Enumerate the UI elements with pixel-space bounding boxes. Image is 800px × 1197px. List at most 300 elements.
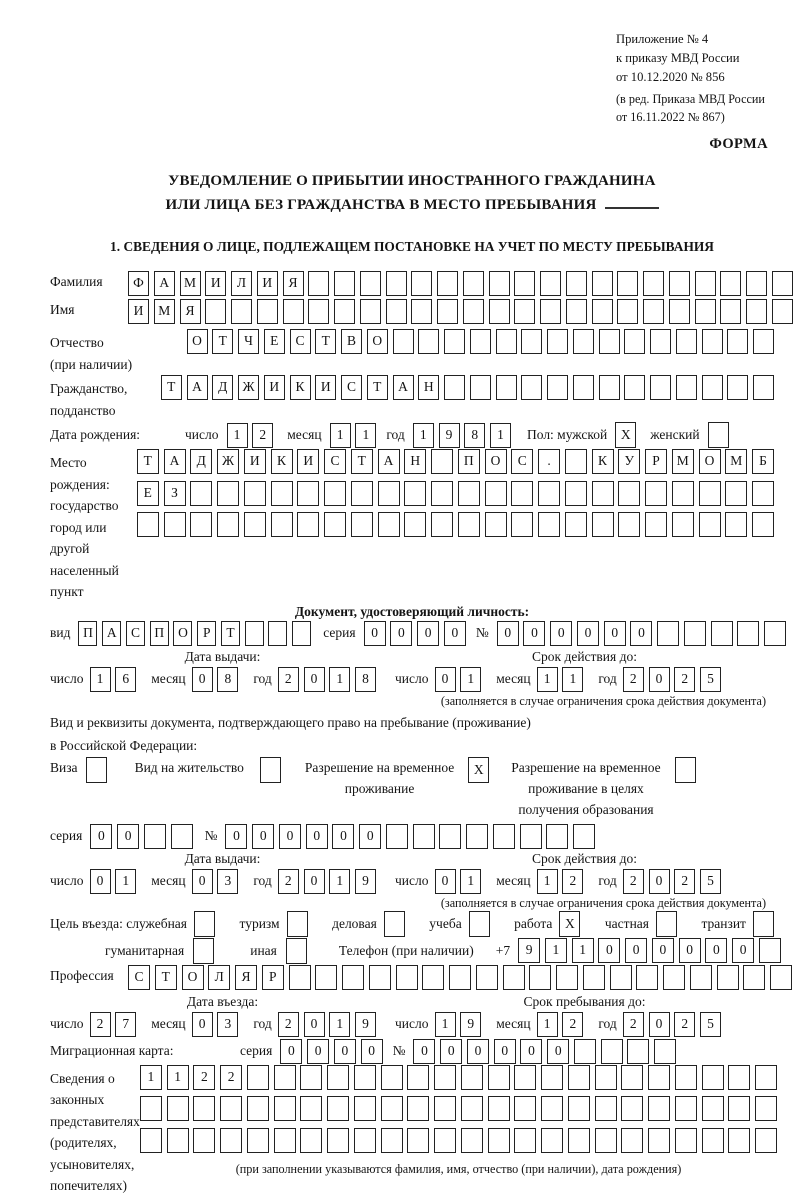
- char-cell[interactable]: [725, 481, 747, 506]
- residence-checkbox[interactable]: [260, 757, 281, 783]
- char-cell[interactable]: З: [164, 481, 186, 506]
- char-cell[interactable]: 0: [435, 667, 456, 692]
- char-cell[interactable]: [717, 965, 739, 990]
- char-cell[interactable]: Т: [221, 621, 240, 646]
- char-cell[interactable]: [137, 512, 159, 537]
- char-cell[interactable]: 1: [167, 1065, 189, 1090]
- char-cell[interactable]: С: [126, 621, 145, 646]
- char-cell[interactable]: [381, 1096, 403, 1121]
- char-cell[interactable]: 8: [355, 667, 376, 692]
- char-cell[interactable]: О: [367, 329, 388, 354]
- char-cell[interactable]: [583, 965, 605, 990]
- char-cell[interactable]: [725, 512, 747, 537]
- char-cell[interactable]: 0: [577, 621, 599, 646]
- char-cell[interactable]: И: [264, 375, 285, 400]
- purpose-official-checkbox[interactable]: [194, 911, 215, 937]
- char-cell[interactable]: [648, 1096, 670, 1121]
- char-cell[interactable]: [488, 1096, 510, 1121]
- char-cell[interactable]: [643, 271, 664, 296]
- char-cell[interactable]: [627, 1039, 649, 1064]
- char-cell[interactable]: [274, 1096, 296, 1121]
- char-cell[interactable]: [411, 299, 432, 324]
- char-cell[interactable]: С: [341, 375, 362, 400]
- char-cell[interactable]: 2: [623, 1012, 644, 1037]
- char-cell[interactable]: Е: [137, 481, 159, 506]
- char-cell[interactable]: 0: [304, 869, 325, 894]
- char-cell[interactable]: [434, 1096, 456, 1121]
- char-cell[interactable]: 1: [562, 667, 583, 692]
- char-cell[interactable]: [411, 271, 432, 296]
- char-cell[interactable]: [675, 1065, 697, 1090]
- char-cell[interactable]: И: [257, 271, 278, 296]
- char-cell[interactable]: [354, 1128, 376, 1153]
- char-cell[interactable]: Я: [235, 965, 257, 990]
- char-cell[interactable]: [695, 271, 716, 296]
- char-cell[interactable]: [496, 329, 517, 354]
- char-cell[interactable]: 0: [604, 621, 626, 646]
- char-cell[interactable]: 1: [537, 1012, 558, 1037]
- char-cell[interactable]: [493, 824, 515, 849]
- char-cell[interactable]: М: [672, 449, 694, 474]
- char-cell[interactable]: [684, 621, 706, 646]
- char-cell[interactable]: .: [538, 449, 560, 474]
- char-cell[interactable]: Т: [315, 329, 336, 354]
- char-cell[interactable]: [618, 512, 640, 537]
- char-cell[interactable]: О: [485, 449, 507, 474]
- char-cell[interactable]: [327, 1065, 349, 1090]
- char-cell[interactable]: [538, 512, 560, 537]
- char-cell[interactable]: [541, 1128, 563, 1153]
- char-cell[interactable]: [407, 1065, 429, 1090]
- char-cell[interactable]: [699, 512, 721, 537]
- char-cell[interactable]: [737, 621, 759, 646]
- char-cell[interactable]: [650, 329, 671, 354]
- char-cell[interactable]: 1: [490, 423, 511, 448]
- char-cell[interactable]: 0: [117, 824, 139, 849]
- char-cell[interactable]: [772, 299, 793, 324]
- char-cell[interactable]: [205, 299, 226, 324]
- char-cell[interactable]: 9: [355, 1012, 376, 1037]
- char-cell[interactable]: [663, 965, 685, 990]
- char-cell[interactable]: [171, 824, 193, 849]
- char-cell[interactable]: [753, 329, 774, 354]
- char-cell[interactable]: [621, 1128, 643, 1153]
- char-cell[interactable]: [728, 1096, 750, 1121]
- char-cell[interactable]: [601, 1039, 623, 1064]
- char-cell[interactable]: [648, 1065, 670, 1090]
- char-cell[interactable]: [565, 512, 587, 537]
- purpose-study-checkbox[interactable]: [469, 911, 490, 937]
- char-cell[interactable]: [676, 375, 697, 400]
- char-cell[interactable]: [645, 481, 667, 506]
- char-cell[interactable]: [476, 965, 498, 990]
- char-cell[interactable]: [257, 299, 278, 324]
- char-cell[interactable]: [144, 824, 166, 849]
- char-cell[interactable]: 2: [278, 667, 299, 692]
- char-cell[interactable]: П: [78, 621, 97, 646]
- char-cell[interactable]: У: [618, 449, 640, 474]
- purpose-private-checkbox[interactable]: [656, 911, 677, 937]
- char-cell[interactable]: [728, 1065, 750, 1090]
- char-cell[interactable]: [617, 271, 638, 296]
- char-cell[interactable]: [690, 965, 712, 990]
- char-cell[interactable]: 0: [444, 621, 466, 646]
- char-cell[interactable]: [247, 1128, 269, 1153]
- char-cell[interactable]: [466, 824, 488, 849]
- char-cell[interactable]: 0: [192, 1012, 213, 1037]
- char-cell[interactable]: [521, 329, 542, 354]
- char-cell[interactable]: [407, 1128, 429, 1153]
- char-cell[interactable]: Д: [212, 375, 233, 400]
- char-cell[interactable]: 2: [623, 667, 644, 692]
- char-cell[interactable]: [541, 1096, 563, 1121]
- char-cell[interactable]: [217, 512, 239, 537]
- char-cell[interactable]: М: [154, 299, 175, 324]
- char-cell[interactable]: О: [187, 329, 208, 354]
- char-cell[interactable]: [470, 375, 491, 400]
- char-cell[interactable]: 3: [217, 1012, 238, 1037]
- char-cell[interactable]: 7: [115, 1012, 136, 1037]
- char-cell[interactable]: [675, 1128, 697, 1153]
- char-cell[interactable]: [657, 621, 679, 646]
- char-cell[interactable]: [727, 375, 748, 400]
- char-cell[interactable]: [327, 1128, 349, 1153]
- char-cell[interactable]: [461, 1065, 483, 1090]
- char-cell[interactable]: И: [297, 449, 319, 474]
- char-cell[interactable]: [565, 449, 587, 474]
- char-cell[interactable]: [521, 375, 542, 400]
- char-cell[interactable]: 0: [497, 621, 519, 646]
- char-cell[interactable]: [743, 965, 765, 990]
- char-cell[interactable]: Н: [418, 375, 439, 400]
- char-cell[interactable]: [434, 1065, 456, 1090]
- char-cell[interactable]: Р: [197, 621, 216, 646]
- char-cell[interactable]: [458, 481, 480, 506]
- char-cell[interactable]: Д: [190, 449, 212, 474]
- char-cell[interactable]: 0: [280, 1039, 302, 1064]
- char-cell[interactable]: 1: [115, 869, 136, 894]
- char-cell[interactable]: С: [290, 329, 311, 354]
- char-cell[interactable]: 9: [460, 1012, 481, 1037]
- char-cell[interactable]: А: [154, 271, 175, 296]
- char-cell[interactable]: [675, 1096, 697, 1121]
- char-cell[interactable]: Т: [161, 375, 182, 400]
- char-cell[interactable]: [755, 1128, 777, 1153]
- char-cell[interactable]: [556, 965, 578, 990]
- char-cell[interactable]: [444, 329, 465, 354]
- char-cell[interactable]: [407, 1096, 429, 1121]
- char-cell[interactable]: [167, 1096, 189, 1121]
- char-cell[interactable]: [702, 375, 723, 400]
- char-cell[interactable]: 0: [304, 1012, 325, 1037]
- char-cell[interactable]: [386, 271, 407, 296]
- char-cell[interactable]: [413, 824, 435, 849]
- char-cell[interactable]: [566, 271, 587, 296]
- purpose-work-checkbox[interactable]: X: [559, 911, 580, 937]
- char-cell[interactable]: И: [128, 299, 149, 324]
- char-cell[interactable]: 0: [413, 1039, 435, 1064]
- char-cell[interactable]: [351, 512, 373, 537]
- purpose-tourism-checkbox[interactable]: [287, 911, 308, 937]
- char-cell[interactable]: 2: [278, 869, 299, 894]
- char-cell[interactable]: [595, 1128, 617, 1153]
- char-cell[interactable]: 0: [705, 938, 727, 963]
- char-cell[interactable]: [369, 965, 391, 990]
- char-cell[interactable]: 2: [674, 1012, 695, 1037]
- char-cell[interactable]: 0: [252, 824, 274, 849]
- char-cell[interactable]: [489, 271, 510, 296]
- char-cell[interactable]: 1: [460, 869, 481, 894]
- char-cell[interactable]: 0: [625, 938, 647, 963]
- char-cell[interactable]: 0: [649, 869, 670, 894]
- char-cell[interactable]: 0: [90, 869, 111, 894]
- char-cell[interactable]: [244, 481, 266, 506]
- char-cell[interactable]: [292, 621, 311, 646]
- char-cell[interactable]: [351, 481, 373, 506]
- char-cell[interactable]: [514, 1096, 536, 1121]
- char-cell[interactable]: 8: [217, 667, 238, 692]
- char-cell[interactable]: [565, 481, 587, 506]
- char-cell[interactable]: 5: [700, 869, 721, 894]
- char-cell[interactable]: [444, 375, 465, 400]
- char-cell[interactable]: Я: [283, 271, 304, 296]
- char-cell[interactable]: [300, 1096, 322, 1121]
- char-cell[interactable]: [624, 329, 645, 354]
- char-cell[interactable]: 9: [518, 938, 540, 963]
- char-cell[interactable]: Р: [262, 965, 284, 990]
- char-cell[interactable]: [592, 271, 613, 296]
- char-cell[interactable]: Т: [212, 329, 233, 354]
- char-cell[interactable]: [342, 965, 364, 990]
- char-cell[interactable]: [770, 965, 792, 990]
- char-cell[interactable]: [167, 1128, 189, 1153]
- char-cell[interactable]: [485, 512, 507, 537]
- char-cell[interactable]: [702, 1065, 724, 1090]
- char-cell[interactable]: 0: [90, 824, 112, 849]
- char-cell[interactable]: 0: [332, 824, 354, 849]
- char-cell[interactable]: [599, 375, 620, 400]
- char-cell[interactable]: В: [341, 329, 362, 354]
- char-cell[interactable]: [592, 512, 614, 537]
- char-cell[interactable]: [268, 621, 287, 646]
- char-cell[interactable]: 2: [193, 1065, 215, 1090]
- char-cell[interactable]: [140, 1096, 162, 1121]
- char-cell[interactable]: [720, 271, 741, 296]
- char-cell[interactable]: [244, 512, 266, 537]
- char-cell[interactable]: О: [699, 449, 721, 474]
- char-cell[interactable]: 0: [649, 1012, 670, 1037]
- char-cell[interactable]: 0: [192, 869, 213, 894]
- char-cell[interactable]: А: [378, 449, 400, 474]
- char-cell[interactable]: [245, 621, 264, 646]
- char-cell[interactable]: Ф: [128, 271, 149, 296]
- char-cell[interactable]: 0: [520, 1039, 542, 1064]
- purpose-business-checkbox[interactable]: [384, 911, 405, 937]
- char-cell[interactable]: П: [150, 621, 169, 646]
- char-cell[interactable]: [720, 299, 741, 324]
- char-cell[interactable]: 0: [467, 1039, 489, 1064]
- char-cell[interactable]: [315, 965, 337, 990]
- char-cell[interactable]: [378, 481, 400, 506]
- char-cell[interactable]: [431, 512, 453, 537]
- char-cell[interactable]: 9: [439, 423, 460, 448]
- char-cell[interactable]: [573, 329, 594, 354]
- char-cell[interactable]: Л: [208, 965, 230, 990]
- char-cell[interactable]: [470, 329, 491, 354]
- char-cell[interactable]: [271, 512, 293, 537]
- char-cell[interactable]: 2: [674, 667, 695, 692]
- char-cell[interactable]: [511, 481, 533, 506]
- purpose-other-checkbox[interactable]: [286, 938, 307, 964]
- char-cell[interactable]: [618, 481, 640, 506]
- char-cell[interactable]: 1: [572, 938, 594, 963]
- char-cell[interactable]: [514, 299, 535, 324]
- char-cell[interactable]: 0: [192, 667, 213, 692]
- char-cell[interactable]: [308, 299, 329, 324]
- char-cell[interactable]: [624, 375, 645, 400]
- char-cell[interactable]: [308, 271, 329, 296]
- char-cell[interactable]: 1: [460, 667, 481, 692]
- char-cell[interactable]: [396, 965, 418, 990]
- char-cell[interactable]: 1: [537, 869, 558, 894]
- char-cell[interactable]: [378, 512, 400, 537]
- char-cell[interactable]: [514, 1128, 536, 1153]
- char-cell[interactable]: А: [102, 621, 121, 646]
- char-cell[interactable]: [755, 1065, 777, 1090]
- char-cell[interactable]: [431, 449, 453, 474]
- char-cell[interactable]: [360, 271, 381, 296]
- char-cell[interactable]: [755, 1096, 777, 1121]
- char-cell[interactable]: 2: [623, 869, 644, 894]
- char-cell[interactable]: П: [458, 449, 480, 474]
- char-cell[interactable]: А: [187, 375, 208, 400]
- char-cell[interactable]: 0: [440, 1039, 462, 1064]
- char-cell[interactable]: [393, 329, 414, 354]
- char-cell[interactable]: [324, 512, 346, 537]
- char-cell[interactable]: [514, 271, 535, 296]
- char-cell[interactable]: С: [511, 449, 533, 474]
- char-cell[interactable]: 0: [279, 824, 301, 849]
- char-cell[interactable]: [386, 299, 407, 324]
- char-cell[interactable]: 0: [523, 621, 545, 646]
- char-cell[interactable]: 0: [598, 938, 620, 963]
- char-cell[interactable]: [676, 329, 697, 354]
- char-cell[interactable]: [463, 299, 484, 324]
- char-cell[interactable]: [752, 512, 774, 537]
- char-cell[interactable]: 9: [355, 869, 376, 894]
- char-cell[interactable]: 1: [355, 423, 376, 448]
- char-cell[interactable]: [573, 375, 594, 400]
- char-cell[interactable]: 1: [329, 667, 350, 692]
- char-cell[interactable]: К: [592, 449, 614, 474]
- char-cell[interactable]: Ч: [238, 329, 259, 354]
- char-cell[interactable]: Е: [264, 329, 285, 354]
- char-cell[interactable]: [360, 299, 381, 324]
- sex-male-checkbox[interactable]: X: [615, 422, 636, 448]
- char-cell[interactable]: [354, 1065, 376, 1090]
- char-cell[interactable]: [547, 329, 568, 354]
- char-cell[interactable]: Т: [155, 965, 177, 990]
- char-cell[interactable]: [592, 299, 613, 324]
- char-cell[interactable]: 0: [494, 1039, 516, 1064]
- char-cell[interactable]: К: [290, 375, 311, 400]
- char-cell[interactable]: Я: [180, 299, 201, 324]
- char-cell[interactable]: [247, 1096, 269, 1121]
- char-cell[interactable]: [621, 1096, 643, 1121]
- char-cell[interactable]: [461, 1096, 483, 1121]
- char-cell[interactable]: [488, 1065, 510, 1090]
- char-cell[interactable]: [404, 512, 426, 537]
- char-cell[interactable]: [746, 299, 767, 324]
- char-cell[interactable]: Т: [351, 449, 373, 474]
- char-cell[interactable]: [764, 621, 786, 646]
- char-cell[interactable]: 5: [700, 1012, 721, 1037]
- char-cell[interactable]: [643, 299, 664, 324]
- char-cell[interactable]: [568, 1065, 590, 1090]
- char-cell[interactable]: [274, 1065, 296, 1090]
- char-cell[interactable]: К: [271, 449, 293, 474]
- char-cell[interactable]: [568, 1096, 590, 1121]
- char-cell[interactable]: А: [393, 375, 414, 400]
- char-cell[interactable]: [702, 329, 723, 354]
- char-cell[interactable]: Ж: [238, 375, 259, 400]
- visa-checkbox[interactable]: [86, 757, 107, 783]
- char-cell[interactable]: [529, 965, 551, 990]
- char-cell[interactable]: [434, 1128, 456, 1153]
- char-cell[interactable]: 1: [545, 938, 567, 963]
- char-cell[interactable]: 1: [329, 1012, 350, 1037]
- char-cell[interactable]: [271, 481, 293, 506]
- char-cell[interactable]: [489, 299, 510, 324]
- char-cell[interactable]: И: [205, 271, 226, 296]
- char-cell[interactable]: [546, 824, 568, 849]
- char-cell[interactable]: И: [315, 375, 336, 400]
- char-cell[interactable]: М: [180, 271, 201, 296]
- char-cell[interactable]: [496, 375, 517, 400]
- char-cell[interactable]: [418, 329, 439, 354]
- char-cell[interactable]: [283, 299, 304, 324]
- char-cell[interactable]: [595, 1065, 617, 1090]
- char-cell[interactable]: [289, 965, 311, 990]
- char-cell[interactable]: [193, 1128, 215, 1153]
- char-cell[interactable]: [164, 512, 186, 537]
- char-cell[interactable]: 8: [464, 423, 485, 448]
- char-cell[interactable]: [220, 1096, 242, 1121]
- char-cell[interactable]: [538, 481, 560, 506]
- char-cell[interactable]: С: [128, 965, 150, 990]
- char-cell[interactable]: [381, 1065, 403, 1090]
- char-cell[interactable]: [190, 481, 212, 506]
- char-cell[interactable]: 1: [435, 1012, 456, 1037]
- char-cell[interactable]: 1: [413, 423, 434, 448]
- char-cell[interactable]: 0: [630, 621, 652, 646]
- char-cell[interactable]: [650, 375, 671, 400]
- char-cell[interactable]: [699, 481, 721, 506]
- char-cell[interactable]: [458, 512, 480, 537]
- char-cell[interactable]: [648, 1128, 670, 1153]
- char-cell[interactable]: [437, 299, 458, 324]
- char-cell[interactable]: [431, 481, 453, 506]
- char-cell[interactable]: [217, 481, 239, 506]
- char-cell[interactable]: [568, 1128, 590, 1153]
- char-cell[interactable]: 2: [278, 1012, 299, 1037]
- char-cell[interactable]: [654, 1039, 676, 1064]
- char-cell[interactable]: [540, 271, 561, 296]
- char-cell[interactable]: [541, 1065, 563, 1090]
- char-cell[interactable]: [503, 965, 525, 990]
- char-cell[interactable]: 0: [307, 1039, 329, 1064]
- char-cell[interactable]: 1: [227, 423, 248, 448]
